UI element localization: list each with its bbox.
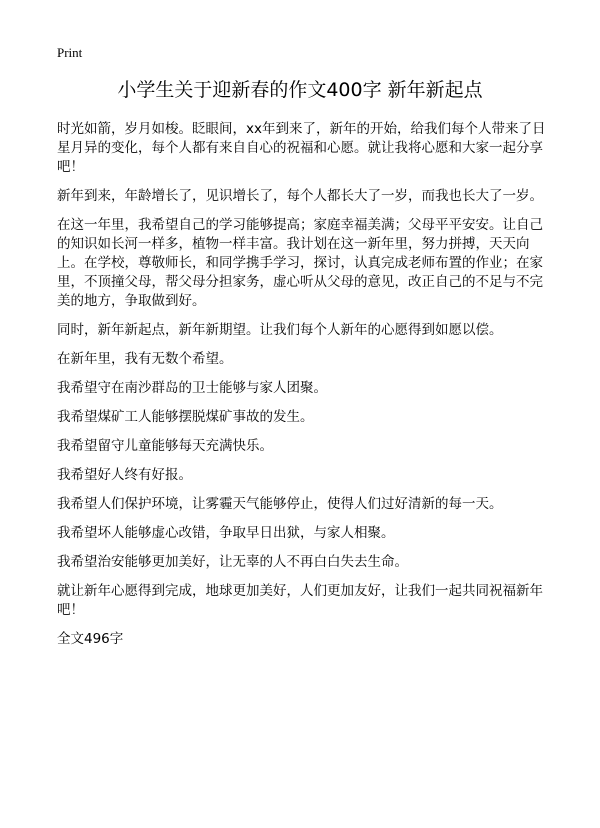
paragraph-growing-up: 新年到来，年龄增长了，见识增长了，每个人都长大了一岁，而我也长大了一岁。 [57,188,543,204]
article-body [57,120,547,659]
paragraph-wish-safety: 我希望治安能够更加美好，让无辜的人不再白白失去生命。 [57,554,408,570]
paragraph-wish-reform: 我希望坏人能够虚心改错，争取早日出狱，与家人相聚。 [57,525,395,541]
print-link[interactable]: Print [57,45,83,60]
article-title: 小学生关于迎新春的作文400字 新年新起点 [117,79,483,101]
paragraph-wish-environment: 我希望人们保护环境，让雾霾天气能够停止，使得人们过好清新的每一天。 [57,496,503,512]
paragraph-wish-miners: 我希望煤矿工人能够摆脱煤矿事故的发生。 [57,409,314,425]
paragraph-wish-soldiers: 我希望守在南沙群岛的卫士能够与家人团聚。 [57,380,327,396]
paragraph-wish-children: 我希望留守儿童能够每天充满快乐。 [57,438,273,454]
word-count: 全文496字 [57,631,124,647]
paragraph-new-start: 同时，新年新起点，新年新期望。让我们每个人新年的心愿得到如愿以偿。 [57,322,503,338]
paragraph-plans: 在这一年里，我希望自己的学习能够提高；家庭幸福美满；父母平平安安。让自己的知识如长河一样多，植物一样丰富。我计划在这一新年里，努力拼搏，天天向上。在学校，尊敬师长，和同学携手学习，探讨，认真完成老师布置的作业；在家里，不顶撞父母，帮父母分担家务，虚心听从父母的意见，改正自己的不足与不完美的地方，争取做到好。 [57,217,543,309]
paragraph-wishes-intro: 在新年里，我有无数个希望。 [57,351,233,367]
paragraph-intro: 时光如箭，岁月如梭。眨眼间，xx年到来了，新年的开始，给我们每个人带来了日星月异的变化，每个人都有来自自心的祝福和心愿。就让我将心愿和大家一起分享吧！ [57,121,546,175]
paragraph-conclusion: 就让新年心愿得到完成，地球更加美好，人们更加友好，让我们一起共同祝福新年吧！ [57,583,543,618]
paragraph-wish-good-people: 我希望好人终有好报。 [57,467,192,483]
